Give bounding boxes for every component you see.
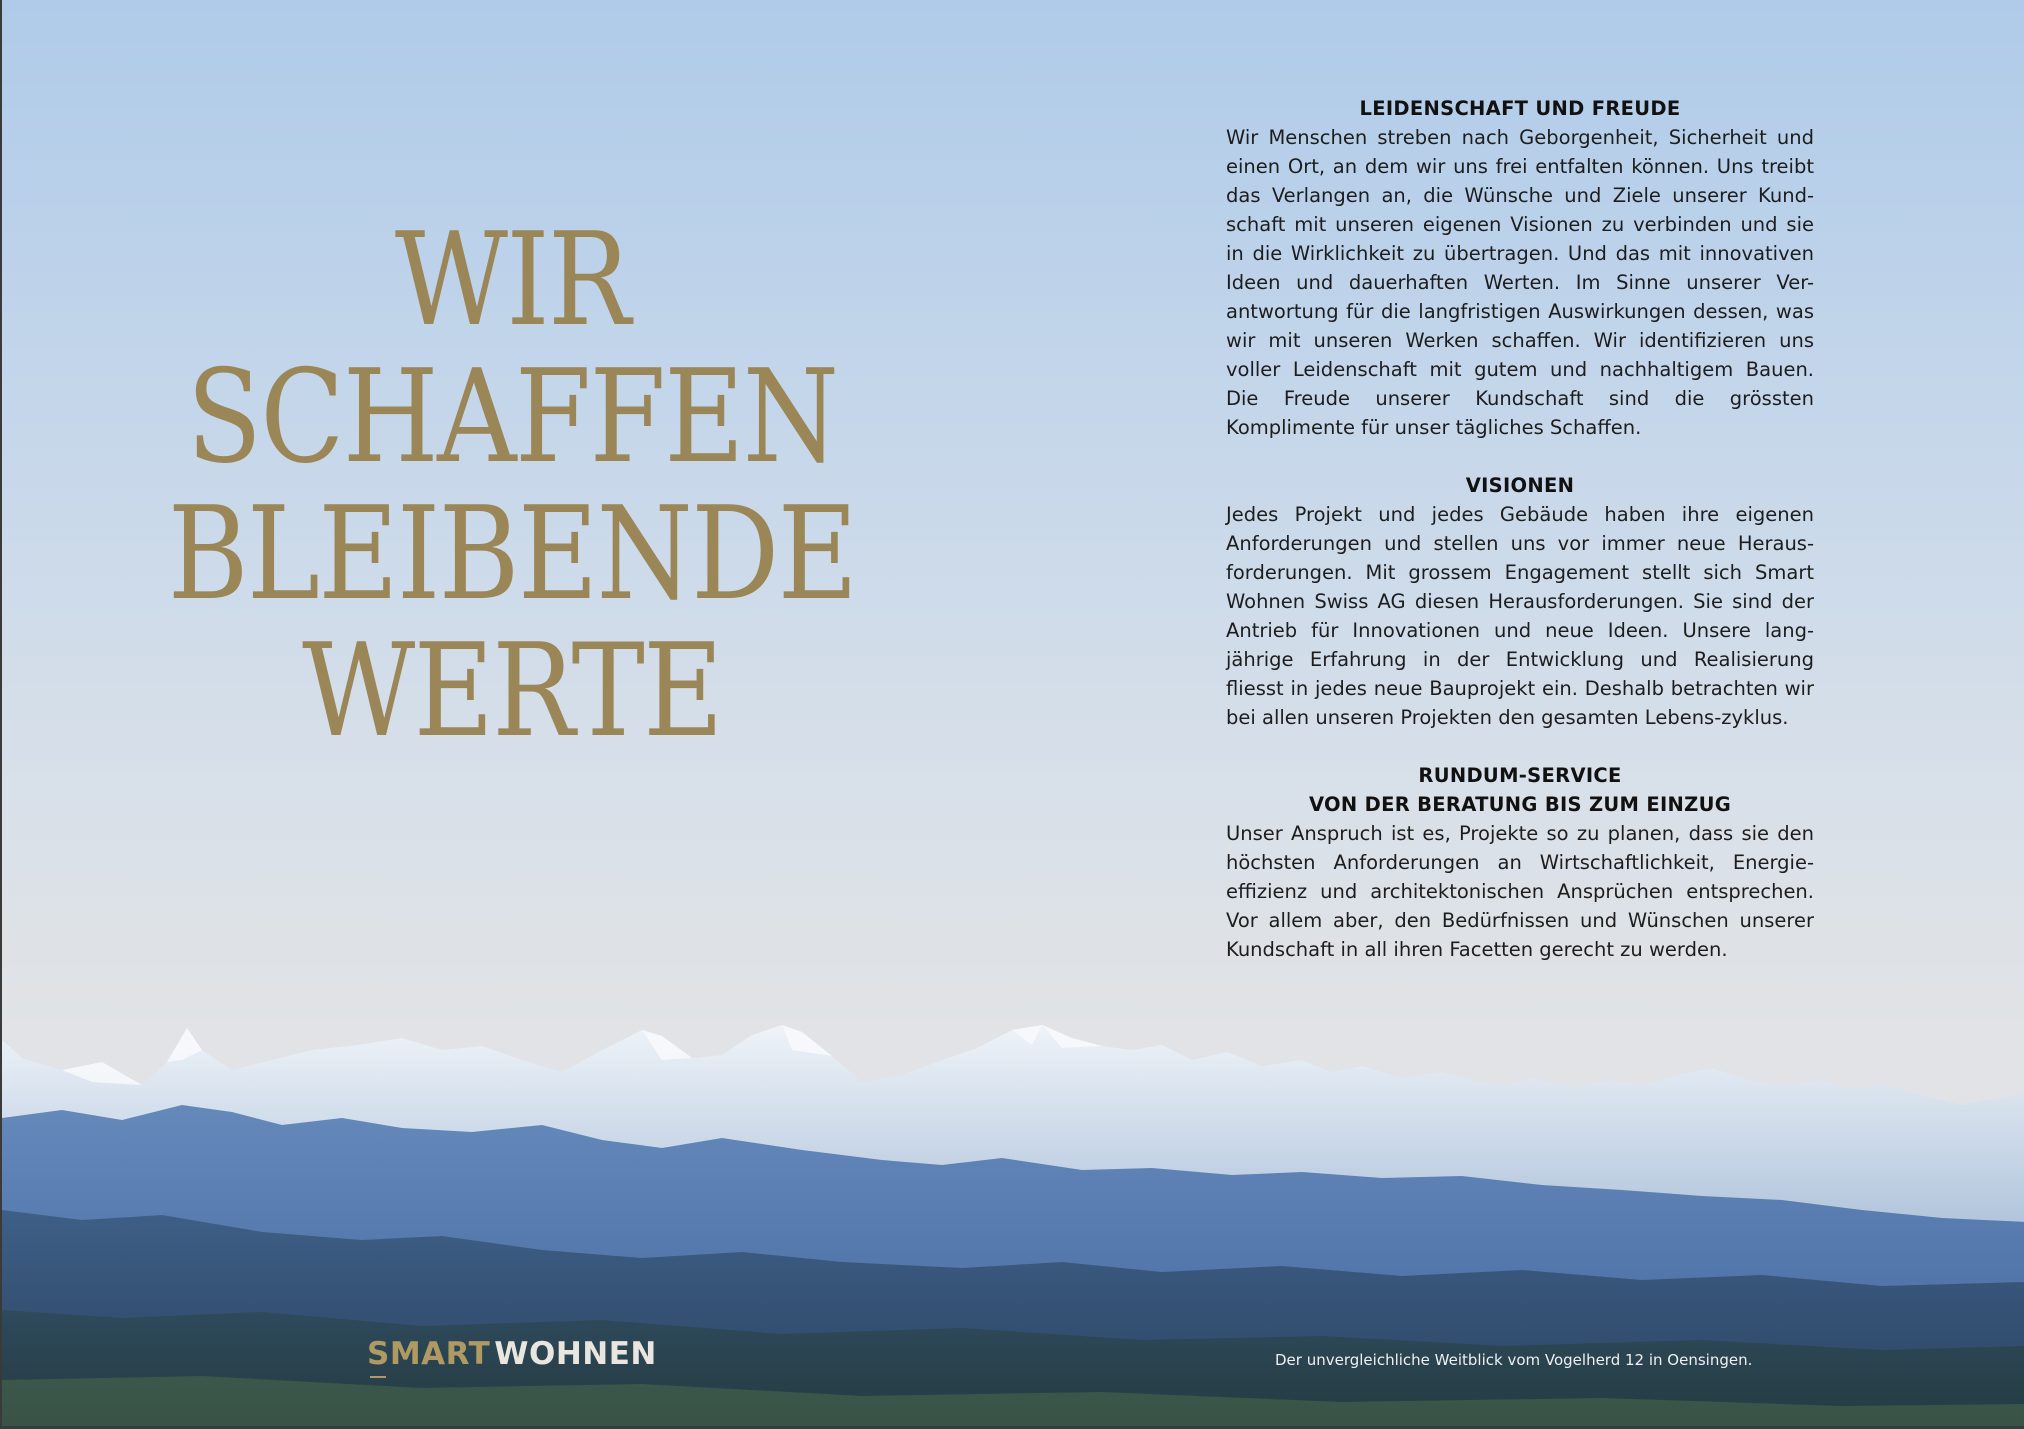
section-leidenschaft <box>1226 94 1814 442</box>
headline-line: WIR <box>394 206 630 355</box>
logo-smart: SMART <box>367 1336 491 1372</box>
section-visionen <box>1226 471 1814 732</box>
logo-wohnen: WOHNEN <box>494 1336 657 1372</box>
smart-wohnen-logo <box>367 1336 657 1372</box>
section-subtitle: VON DER BERATUNG BIS ZUM EINZUG <box>1308 793 1732 816</box>
text-column <box>1226 94 1814 993</box>
headline <box>142 206 882 766</box>
section-title: LEIDENSCHAFT UND FREUDE <box>1359 97 1681 120</box>
section-body: Unser Anspruch ist es, Projekte so zu planen, dass sie den höchsten Anforderungen an Wirtschaftlichkeit, Energie-effizienz und architektonischen Ansprüchen entsprechen. Vor allem aber, den Bedürfnissen und Wünschen unserer Kundschaft in all ihren Facetten gerecht zu werden. <box>1226 822 1814 961</box>
headline-line: BLEIBENDE <box>167 480 857 629</box>
section-title: RUNDUM-SERVICE <box>1418 764 1622 787</box>
section-body: Jedes Projekt und jedes Gebäude haben ihre eigenen Anforderungen und stellen uns vor immer neue Heraus-forderungen. Mit grossem Engagement stellt sich Smart Wohnen Swiss AG diesen Herausforderungen. Sie sind der Antrieb für Innovationen und neue Ideen. Unsere lang-jährige Erfahrung in der Entwicklung und Realisierung fliesst in jedes neue Bauprojekt ein. Deshalb betrachten wir bei allen unseren Projekten den gesamten Lebens-zyklus. <box>1226 503 1814 729</box>
logo-underline <box>370 1376 386 1378</box>
section-title: VISIONEN <box>1465 474 1575 497</box>
section-body: Wir Menschen streben nach Geborgenheit, Sicherheit und einen Ort, an dem wir uns frei entfalten können. Uns treibt das Verlangen an, die Wünsche und Ziele unserer Kund-schaft mit unseren eigenen Visionen zu verbinden und sie in die Wirklichkeit zu übertragen. Und das mit innovativen Ideen und dauerhaften Werten. Im Sinne unserer Ver-antwortung für die langfristigen Auswirkungen dessen, was wir mit unseren Werken schaffen. Wir identifizieren uns voller Leidenschaft mit gutem und nachhaltigem Bauen. Die Freude unserer Kundschaft sind die grössten Komplimente für unser tägliches Schaffen. <box>1226 126 1814 439</box>
photo-caption: Der unvergleichliche Weitblick vom Vogelherd 12 in Oensingen. <box>1275 1351 1753 1369</box>
headline-line: SCHAFFEN <box>186 343 838 492</box>
headline-line: WERTE <box>302 617 722 766</box>
section-rundum-service <box>1226 761 1814 964</box>
